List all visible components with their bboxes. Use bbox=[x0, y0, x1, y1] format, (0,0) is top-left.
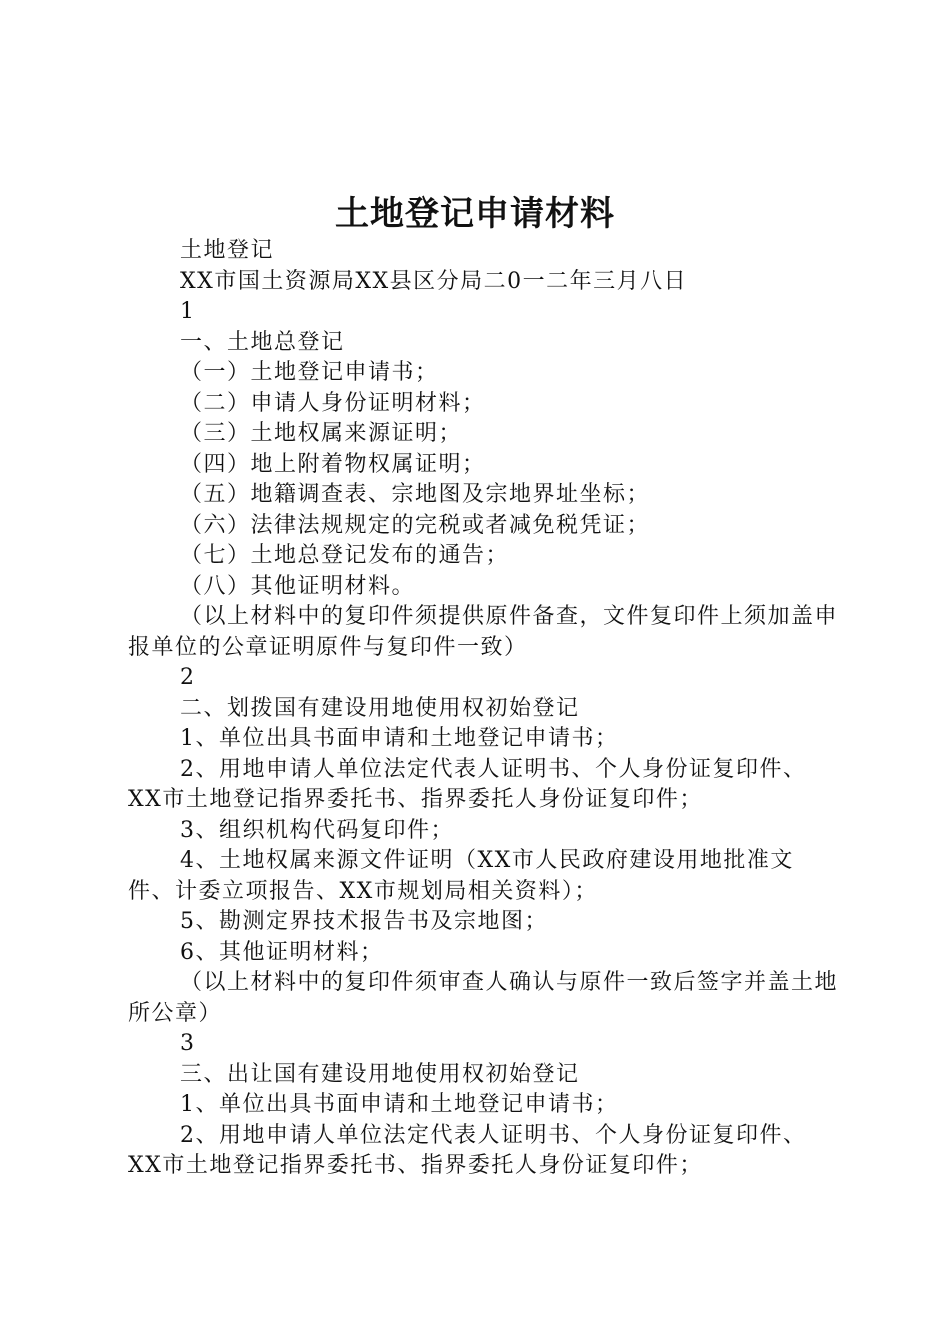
document-body bbox=[128, 236, 838, 1182]
paragraph: 1 bbox=[180, 299, 196, 324]
list-item: （六）法律法规规定的完税或者减免税凭证； bbox=[180, 512, 651, 538]
list-item: （七）土地总登记发布的通告； bbox=[180, 543, 510, 568]
list-item: （八）其他证明材料。 bbox=[180, 573, 416, 599]
list-item: 1、单位出具书面申请和土地登记申请书； bbox=[180, 726, 619, 751]
list-item: （一）土地登记申请书； bbox=[180, 360, 439, 385]
list-item: 3、组织机构代码复印件； bbox=[180, 817, 454, 843]
section-heading: 二、划拨国有建设用地使用权初始登记 bbox=[180, 695, 580, 721]
paragraph: XX市国土资源局XX县区分局二0一二年三月八日 bbox=[180, 268, 688, 294]
section-heading: 三、出让国有建设用地使用权初始登记 bbox=[180, 1061, 580, 1087]
note-paragraph: （以上材料中的复印件须提供原件备查，文件复印件上须加盖申报单位的公章证明原件与复印件一致） bbox=[128, 604, 839, 660]
paragraph: 2 bbox=[180, 665, 196, 690]
list-item: 2、用地申请人单位法定代表人证明书、个人身份证复印件、XX市土地登记指界委托书、指界委托人身份证复印件； bbox=[128, 1122, 807, 1178]
list-item: 4、土地权属来源文件证明（XX市人民政府建设用地批准文件、计委立项报告、XX市规划局相关资料）； bbox=[128, 848, 794, 904]
list-item: 2、用地申请人单位法定代表人证明书、个人身份证复印件、XX市土地登记指界委托书、指界委托人身份证复印件； bbox=[128, 756, 807, 812]
list-item: （三）土地权属来源证明； bbox=[180, 421, 463, 446]
list-item: 5、勘测定界技术报告书及宗地图； bbox=[180, 909, 548, 934]
note-paragraph: （以上材料中的复印件须审查人确认与原件一致后签字并盖土地所公章） bbox=[128, 970, 839, 1026]
list-item: （四）地上附着物权属证明； bbox=[180, 451, 486, 477]
list-item: （五）地籍调查表、宗地图及宗地界址坐标； bbox=[180, 482, 651, 507]
list-item: 1、单位出具书面申请和土地登记申请书； bbox=[180, 1092, 619, 1117]
section-heading: 一、土地总登记 bbox=[180, 329, 345, 355]
document-title: 土地登记申请材料 bbox=[335, 194, 615, 234]
list-item: （二）申请人身份证明材料； bbox=[180, 390, 486, 416]
paragraph: 3 bbox=[180, 1031, 196, 1056]
paragraph: 土地登记 bbox=[180, 238, 275, 263]
list-item: 6、其他证明材料； bbox=[180, 939, 384, 965]
